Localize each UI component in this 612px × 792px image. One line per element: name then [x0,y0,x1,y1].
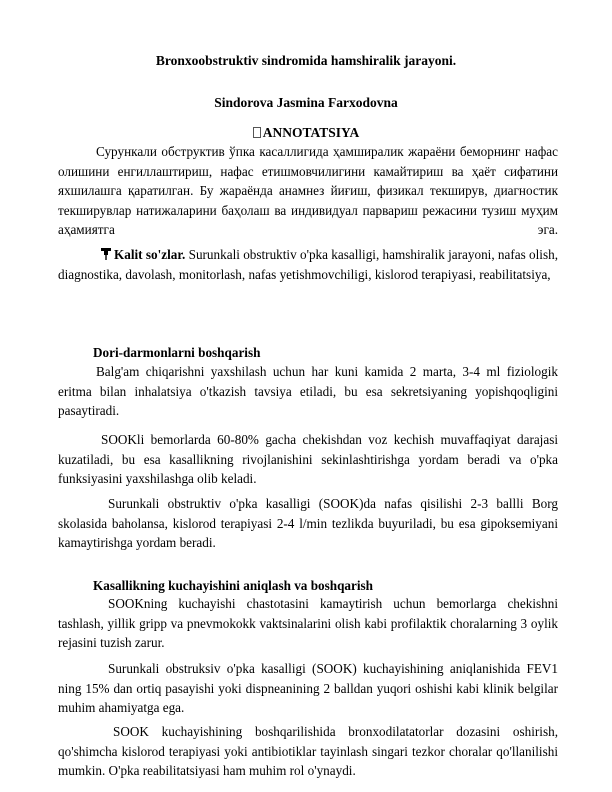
placeholder-box-icon [253,127,261,138]
keywords-label: Kalit so'zlar. [114,247,186,262]
annotation-heading-text: ANNOTATSIYA [262,125,360,140]
dori-paragraph-2: SOOKli bemorlarda 60-80% gacha chekishdan voz kechish muvaffaqiyat darajasi kuzatiladi, bu esa kasallikning rivojlanishini sekinlashtirishga yordam beradi va o'pka funksiyasini yaxshilashga olib keladi. [58,432,558,487]
section-heading-dori: Dori-darmonlarni boshqarish [93,345,261,360]
keywords-text: Surunkali obstruktiv o'pka kasalligi, hamshiralik jarayoni, nafas olish, diagnostika, davolash, monitorlash, nafas yetishmovchiligi, kislorod terapiyasi, reabilitatsiya, [58,247,558,282]
kasallik-paragraph-1: SOOKning kuchayishi chastotasini kamaytirish uchun bemorlarga chekishni tashlash, yillik gripp va pnevmokokk vaktsinalarini olish kabi profilaktik choralarning 3 oylik rejasini tuzish zarur. [58,596,558,651]
dori-paragraph-3: Surunkali obstruktiv o'pka kasalligi (SOOK)da nafas qisilishi 2-3 ballli Borg skolasida baholansa, kislorod terapiyasi 2-4 l/min tezlikda buyuriladi, bu esa gipoksemiyani kamaytirishga yordam beradi. [58,496,558,551]
section-heading-kasallik: Kasallikning kuchayishini aniqlash va boshqarish [93,578,373,593]
kasallik-paragraph-3: SOOK kuchayishining boshqarilishida bronxodilatatorlar dozasini oshirish, qo'shimcha kislorod terapiyasi yoki antibiotiklar tayinlash singari tezkor choralar qo'llanilishi mumkin. O'pka reabilitatsiyasi ham muhim rol o'ynaydi. [58,724,558,779]
kasallik-paragraph-2: Surunkali obstruksiv o'pka kasalligi (SOOK) kuchayishining aniqlanishida FEV1 ning 15% dan ortiq pasayishi yoki dispneanining 2 balldan yuqori oshishi kabi klinik belgilar muhim ahamiyatga ega. [58,661,558,716]
author-name: Sindorova Jasmina Farxodovna [214,95,398,110]
keywords-paragraph [58,245,558,284]
annotation-text: Сурункали обструктив ўпка касаллигида ҳамширалик жараёни беморнинг нафас олишини енгиллаштириш, нафас етишмовчилигини камайтириш ва ҳаёт сифатини яхшилашга қаратилган. Бу жараёнда анамнез йиғиш, физикал текширув, диагностик текширувлар натижаларини баҳолаш ва индивидуал парвариш режасини тузиш муҳим аҳамиятга эга. [58,144,558,238]
pushpin-icon [101,248,111,260]
dori-paragraph-1: Balg'am chiqarishni yaxshilash uchun har kuni kamida 2 marta, 3-4 ml fiziologik eritma bilan inhalatsiya o'tkazish tavsiya etiladi, bu esa sekretsiyaning yopishqoqligini pasaytiradi. [58,364,558,419]
annotation-heading [0,123,612,143]
paper-title: Bronxoobstruktiv sindromida hamshiralik jarayoni. [155,53,457,68]
